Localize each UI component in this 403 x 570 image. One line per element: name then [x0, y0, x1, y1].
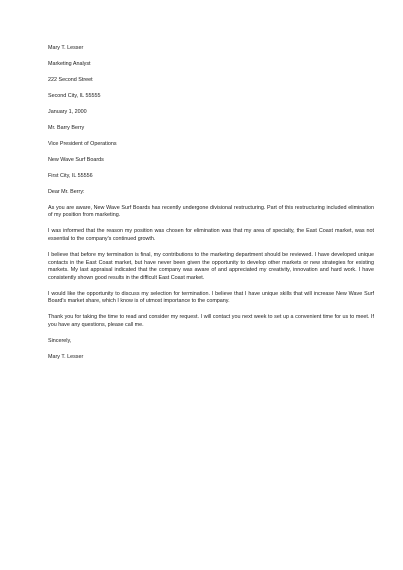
- sender-name: Mary T. Lesser: [48, 45, 84, 51]
- paragraph: I was informed that the reason my position was chosen for elimination was that my area of specialty, the East Coast market, was not essential to the company's continued growth.: [48, 228, 374, 243]
- paragraph: As you are aware, New Wave Surf Boards has recently undergone divisional restructuring. Part of this restructuring included elimination of my position from marketing.: [48, 204, 374, 219]
- signature-name: Mary T. Lesser: [48, 353, 84, 360]
- paragraph: I believe that before my termination is final, my contributions to the marketing department should be reviewed. I have developed unique contacts in the East Coast market, but have never been given the opportunity to develop other markets or new strategies for existing markets. My last appraisal indicated that the company was aware of and appreciated my creativity, innovation and hard work. I have consistently shown good results in the difficult East Coast market.: [48, 252, 374, 281]
- letter-date: January 1, 2000: [48, 108, 87, 115]
- sender-street: 222 Second Street: [48, 76, 93, 83]
- recipient-city: First City, IL 55556: [48, 172, 93, 179]
- closing: Sincerely,: [48, 337, 72, 344]
- paragraph: I would like the opportunity to discuss my selection for termination. I believe that I have unique skills that will increase New Wave Surf Board's market share, which I know is of utmost importance to the company.: [48, 290, 374, 305]
- recipient-name: Mr. Barry Berry: [48, 124, 85, 131]
- recipient-company: New Wave Surf Boards: [48, 156, 104, 163]
- recipient-title: Vice President of Operations: [48, 140, 117, 147]
- sender-title: Marketing Analyst: [48, 60, 91, 67]
- salutation: Dear Mr. Berry:: [48, 188, 85, 195]
- sender-city: Second City, IL 55555: [48, 92, 101, 99]
- letter-body: [48, 45, 374, 362]
- paragraph: Thank you for taking the time to read and consider my request. I will contact you next week to set up a convenient time for us to meet. If you have any questions, please call me.: [48, 314, 374, 328]
